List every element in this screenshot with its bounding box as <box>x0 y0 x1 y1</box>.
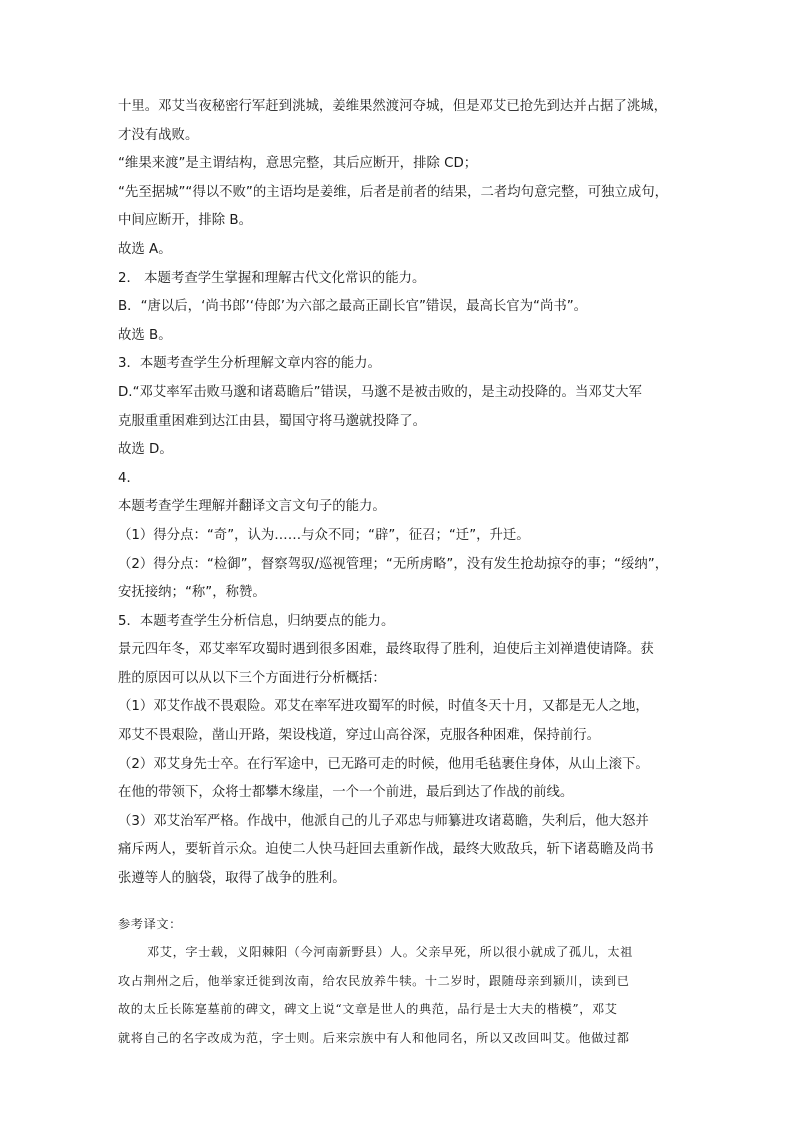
translation-line: 邓艾，字士载，义阳棘阳（今河南新野县）人。父亲早死，所以很小就成了孤儿，太祖 <box>147 945 633 960</box>
reference-translation <box>118 910 688 1053</box>
document-body <box>118 93 688 1053</box>
text-line: 邓艾不畏艰险，凿山开路，架设栈道，穿过山高谷深，克服各种困难，保持前行。 <box>118 728 601 744</box>
translation-line: 攻占荆州之后，他举家迁徙到汝南，给农民放养牛犊。十二岁时，跟随母亲到颍川，读到已 <box>118 973 630 988</box>
text-line: 安抚接纳；“称”，称赞。 <box>118 585 266 601</box>
text-line: 景元四年冬，邓艾率军攻蜀时遇到很多困难，最终取得了胜利，迫使后主刘禅遣使请降。获 <box>118 642 654 658</box>
text-line: 才没有战败。 <box>118 127 199 143</box>
text-line: 痛斥两人，要斩首示众。迫使二人快马赶回去重新作战，最终大败敌兵，斩下诸葛瞻及尚书 <box>118 842 654 858</box>
text-line: 克服重重困难到达江由县，蜀国守将马邈就投降了。 <box>118 413 426 429</box>
text-line: “先至据城”“得以不败”的主语均是姜维，后者是前者的结果，二者均句意完整，可独立成句， <box>118 184 668 200</box>
translation-line: 故的太丘长陈寔墓前的碑文，碑文上说“文章是世人的典范，品行是士大夫的楷模”，邓艾 <box>118 1002 618 1017</box>
text-line: 在他的带领下，众将士都攀木缘崖，一个一个前进，最后到达了作战的前线。 <box>118 785 574 801</box>
answer-analysis <box>118 93 688 894</box>
text-line: （1）得分点：“奇”，认为……与众不同；“辟”，征召；“迁”，升迁。 <box>118 527 530 543</box>
translation-heading: 参考译文： <box>118 916 182 931</box>
text-line: 5．本题考查学生分析信息，归纳要点的能力。 <box>118 613 395 629</box>
section-gap <box>118 894 688 910</box>
text-line: 故选 B。 <box>118 327 172 343</box>
text-line: D.“邓艾率军击败马邈和诸葛瞻后”错误，马邈不是被击败的，是主动投降的。当邓艾大军 <box>118 384 642 400</box>
text-line: （2）得分点：“检御”，督察驾驭/巡视管理；“无所虏略”，没有发生抢劫掠夺的事；“绥纳”， <box>118 556 669 572</box>
text-line: 本题考查学生理解并翻译文言文句子的能力。 <box>118 499 386 515</box>
text-line: 故选 D。 <box>118 442 173 458</box>
text-line: 胜的原因可以从以下三个方面进行分析概括： <box>118 670 386 686</box>
text-line: 中间应断开，排除 B。 <box>118 213 252 229</box>
text-line: 张遵等人的脑袋，取得了战争的胜利。 <box>118 871 346 887</box>
text-line: （2）邓艾身先士卒。在行军途中，已无路可走的时候，他用毛毡裹住身体，从山上滚下。 <box>118 756 649 772</box>
text-line: B．“唐以后，‘尚书郎’‘侍郎’为六部之最高正副长官”错误，最高长官为“尚书”。 <box>118 299 588 315</box>
text-line: “维果来渡”是主谓结构，意思完整，其后应断开，排除 CD； <box>118 156 478 172</box>
text-line: （1）邓艾作战不畏艰险。邓艾在率军进攻蜀军的时候，时值冬天十月，又都是无人之地， <box>118 699 649 715</box>
text-line: 3．本题考查学生分析理解文章内容的能力。 <box>118 356 381 372</box>
text-line: 故选 A。 <box>118 241 172 257</box>
text-line: （3）邓艾治军严格。作战中，他派自己的儿子邓忠与师纂进攻诸葛瞻，失利后，他大怒并 <box>118 813 649 829</box>
text-line: 2． 本题考查学生掌握和理解古代文化常识的能力。 <box>118 270 426 286</box>
translation-line: 就将自己的名字改成为范，字士则。后来宗族中有人和他同名，所以又改回叫艾。他做过都 <box>118 1031 630 1045</box>
text-line: 十里。邓艾当夜秘密行军赶到洮城，姜维果然渡河夺城，但是邓艾已抢先到达并占据了洮城， <box>118 99 668 114</box>
text-line: 4． <box>118 470 140 486</box>
